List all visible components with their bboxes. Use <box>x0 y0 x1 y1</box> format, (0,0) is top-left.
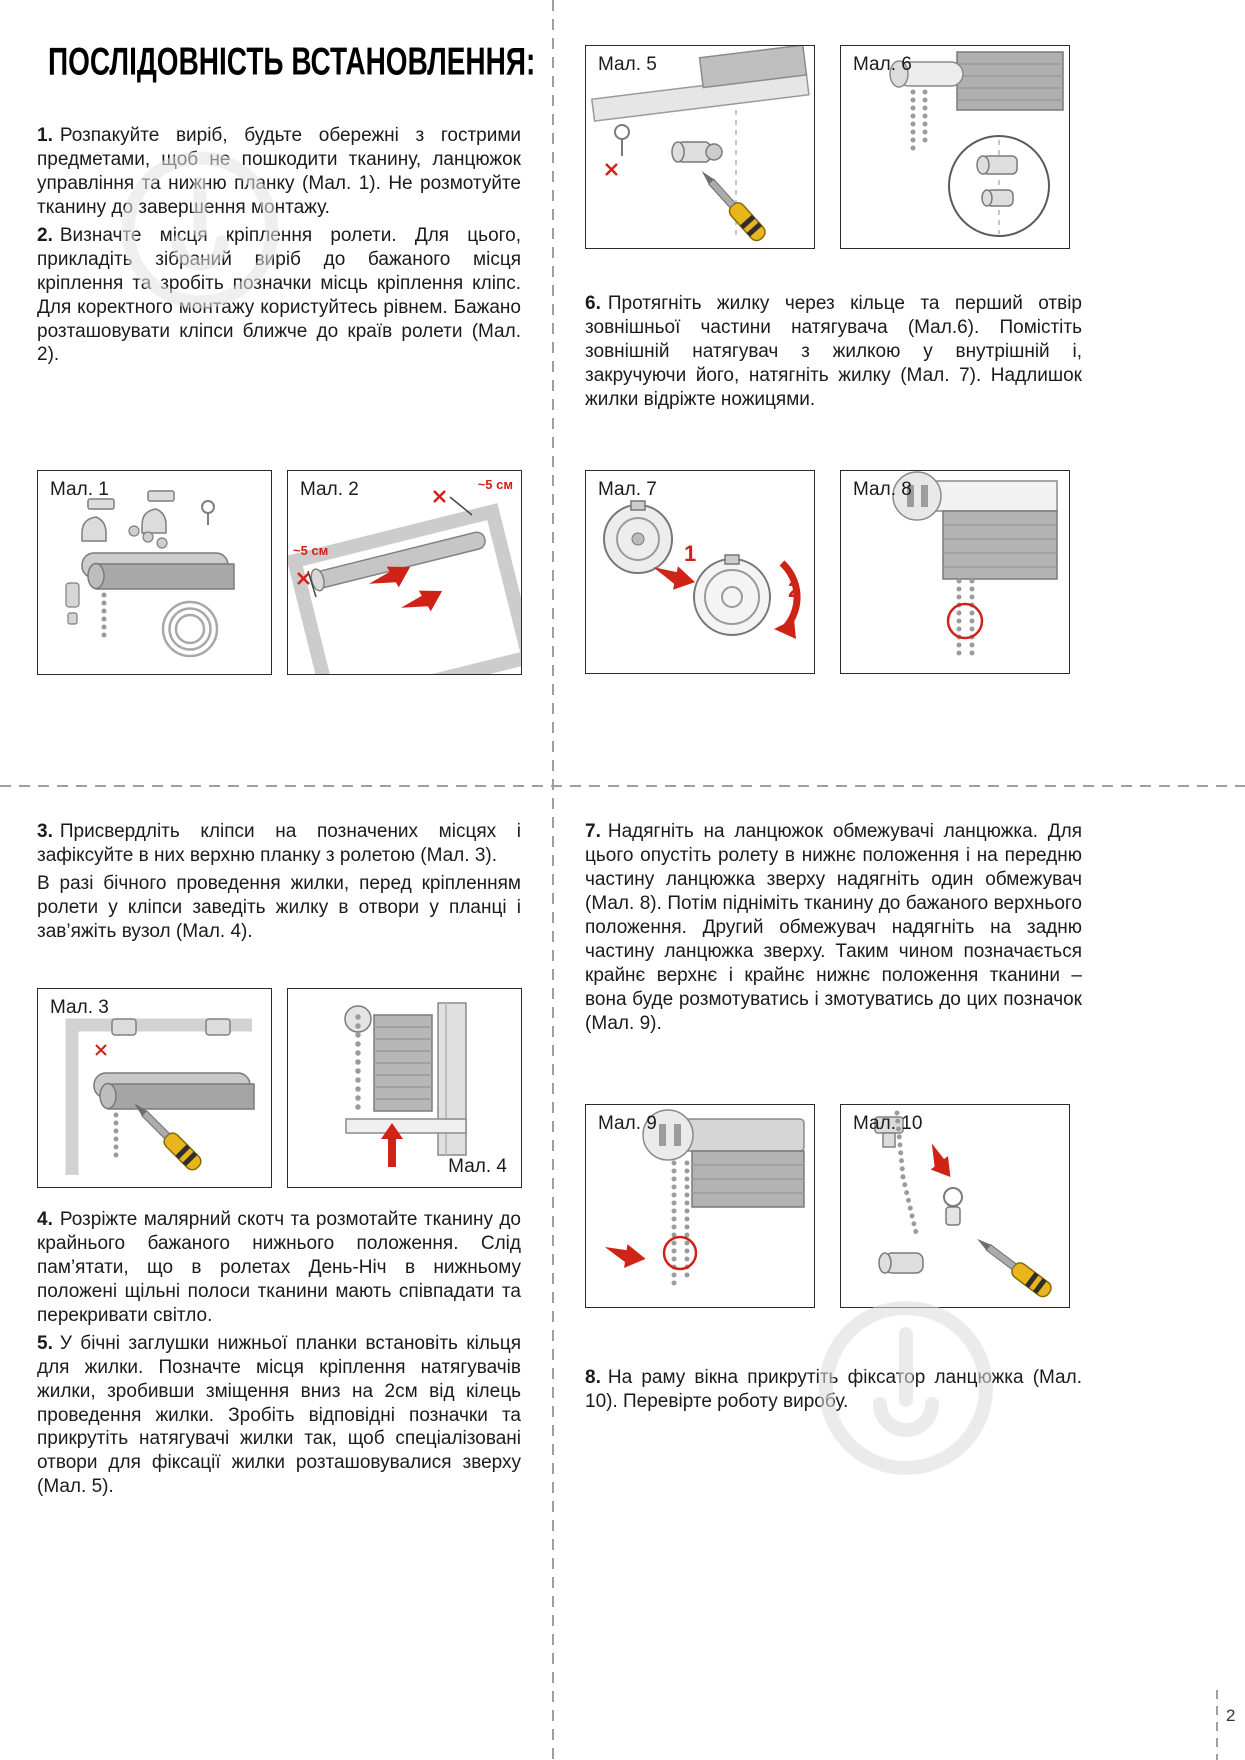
eyelet-icon <box>202 501 214 525</box>
page-number: 2 <box>1226 1706 1236 1725</box>
bottom-rail-icon <box>346 1119 466 1133</box>
figure-2-label: Мал. 2 <box>300 479 359 500</box>
step-2 <box>37 224 521 368</box>
screwdriver-icon <box>696 166 768 244</box>
step-5-number: 5. <box>37 1332 53 1354</box>
fabric-icon <box>943 511 1057 579</box>
figure-8-illustration <box>841 471 1069 673</box>
fabric-roll-icon <box>374 1015 432 1111</box>
page-title: ПОСЛІДОВНІСТЬ ВСТАНОВЛЕННЯ: <box>48 40 536 84</box>
step-2-text: Визначте місця кріплення ролети. Для цього, прикладіть зібраний виріб до бажаного місця кріплення та зробіть позначки місць кріплення кліпс. Для коректного монтажу користуйтесь рівнем. Бажано розташовувати кліпси ближче до країв ролети (Мал. 2). <box>37 224 521 366</box>
side-clip-icon <box>66 583 79 624</box>
step-8 <box>585 1366 1082 1414</box>
step-6-number: 6. <box>585 293 601 314</box>
figure-6-label: Мал. 6 <box>853 54 912 75</box>
vertical-fold-line <box>552 0 554 1760</box>
inner-tensioner-icon <box>694 555 770 635</box>
step-3-text2: В разі бічного проведення жилки, перед кріпленням ролети у кліпси заведіть жилку в отвори у планці і зав’яжіть вузол (Мал. 4). <box>37 872 521 942</box>
step-8-block <box>585 1366 1082 1418</box>
chain-stop-highlight-icon <box>948 604 982 638</box>
figure-1-label: Мал. 1 <box>50 479 109 500</box>
step-7-number: 7. <box>585 821 601 842</box>
figure-4-label: Мал. 4 <box>448 1156 507 1177</box>
roller-icon <box>643 1110 804 1207</box>
dimension-label-top: ~5 см <box>477 477 513 492</box>
step-3-text: Присвердліть кліпси на позначених місцях і зафіксуйте в них верхню планку з ролетою (Мал. 3). <box>37 821 521 866</box>
figure-6 <box>840 45 1070 249</box>
chain-stop-highlight-icon <box>664 1237 696 1269</box>
step-1-number: 1. <box>37 125 53 146</box>
cross-mark-icon <box>96 1045 106 1055</box>
step-6-block <box>585 292 1082 416</box>
screwdriver-icon <box>972 1232 1054 1299</box>
figure-1-illustration <box>38 471 271 674</box>
step-2-number: 2. <box>37 224 53 246</box>
figure-7-label: Мал. 7 <box>598 479 657 500</box>
step-6-text: Протягніть жилку через кільце та перший отвір зовнішньої частини натягувача (Мал.6). Помістіть зовнішній натягувач з жилкою у внутрішній і, закручуючи його, натягніть жилку (Мал. 7). Надлишок жилки відріжте ножицями. <box>585 293 1082 410</box>
chain-fixator-icon <box>944 1188 962 1225</box>
figure-5-label: Мал. 5 <box>598 54 657 75</box>
figure-9-label: Мал. 9 <box>598 1113 657 1134</box>
figure-8-label: Мал. 8 <box>853 479 912 500</box>
cylinder-part-icon <box>879 1253 923 1273</box>
step-1-text: Розпакуйте виріб, будьте обережні з гострими предметами, щоб не пошкодити тканину, ланцюжок управління та нижню планку (Мал. 1). Не розмотуйте тканину до завершення монтажу. <box>37 125 521 218</box>
rotate-arrow-head-icon <box>774 619 796 639</box>
figure-10-label: Мал. 10 <box>853 1113 923 1134</box>
tensioner-icon <box>672 142 722 162</box>
cross-mark-icon <box>606 164 617 175</box>
step-3 <box>37 820 521 868</box>
figure-2-illustration <box>288 471 521 674</box>
window-frame-icon <box>294 512 521 674</box>
figure-4 <box>287 988 522 1188</box>
step-7-block <box>585 820 1082 1039</box>
step-3-continued <box>37 872 521 944</box>
figure-7-illustration <box>586 471 814 673</box>
horizontal-fold-line <box>0 785 1245 787</box>
figure-8 <box>840 470 1070 674</box>
figure-10-illustration <box>841 1105 1069 1307</box>
dimension-label-left: ~5 см <box>293 543 329 558</box>
step-marker-1: 1 <box>684 541 697 566</box>
step-8-number: 8. <box>585 1367 601 1388</box>
figure-5-illustration <box>586 46 814 248</box>
roller-with-fabric-icon <box>94 1073 254 1109</box>
figure-3 <box>37 988 272 1188</box>
red-arrow-icon <box>602 1241 647 1271</box>
figure-5 <box>585 45 815 249</box>
detail-inset-icon <box>949 136 1049 236</box>
step-6 <box>585 292 1082 412</box>
figure-9 <box>585 1104 815 1308</box>
figure-9-illustration <box>586 1105 814 1307</box>
wire-coil-icon <box>163 602 217 656</box>
figure-2 <box>287 470 522 675</box>
red-arrow-icon <box>918 1140 959 1183</box>
figure-1 <box>37 470 272 675</box>
step-marker-2: 2 <box>788 577 801 602</box>
outer-tensioner-icon <box>604 501 672 573</box>
fabric-icon <box>957 52 1063 110</box>
step-4 <box>37 1208 521 1328</box>
figure-7 <box>585 470 815 674</box>
step-5-text: У бічні заглушки нижньої планки встановіть кільця для жилки. Позначте місця кріплення натягувачів жилки, зробивши зміщення вниз на 2см від кілець проведення жилки. Зробіть відповідні позначки та прикрутіть натягувачі жилки так, щоб спеціалізовані отвори для фіксації жилки розташовувалися зверху (Мал. 5). <box>37 1332 521 1498</box>
step-1 <box>37 124 521 220</box>
step-7-text: Надягніть на ланцюжок обмежувачі ланцюжка. Для цього опустіть ролету в нижнє положення і на передню частину ланцюжка зверху надягніть один обмежувач (Мал. 8). Потім підніміть тканину до бажаного верхнього положення. Другий обмежувач надягніть на задню частину ланцюжка зверху. Таким чином позначається крайнє верхнє і крайнє нижнє положення тканини – вона буде розмотуватись і змотуватись до цих позначок (Мал. 9). <box>585 821 1082 1034</box>
step-3-number: 3. <box>37 821 53 842</box>
figure-3-label: Мал. 3 <box>50 997 109 1018</box>
step-5 <box>37 1332 521 1500</box>
page-corner-mark <box>1216 1690 1218 1760</box>
chain-icon <box>903 1177 917 1237</box>
step-3-block <box>37 820 521 948</box>
step-4-number: 4. <box>37 1209 53 1230</box>
steps-4-5-block <box>37 1208 521 1503</box>
eyelet-pin-icon <box>615 125 629 156</box>
step-7 <box>585 820 1082 1035</box>
step-8-text: На раму вікна прикрутіть фіксатор ланцюжка (Мал. 10). Перевірте роботу виробу. <box>585 1367 1082 1412</box>
figure-10 <box>840 1104 1070 1308</box>
step-4-text: Розріжте малярний скотч та розмотайте тканину до крайнього бажаного нижнього положення. Слід пам’ятати, що в ролетах День-Ніч в нижньому положені щільні полоси тканини мають співпадати та перекривати світло. <box>37 1209 521 1326</box>
steps-1-2-block <box>37 124 521 371</box>
roller-tube-icon <box>82 553 234 589</box>
figure-6-illustration <box>841 46 1069 248</box>
